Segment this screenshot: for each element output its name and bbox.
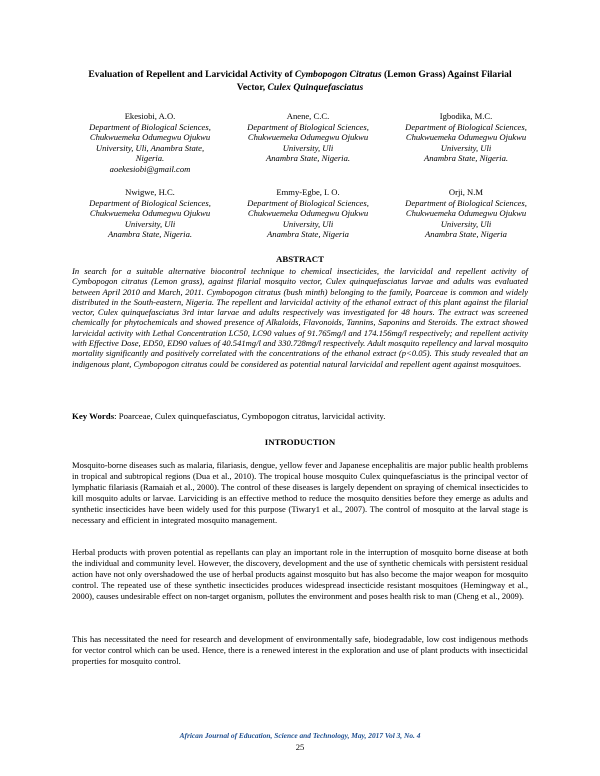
paper-title: [80, 68, 520, 94]
author-affiliation: Chukwuemeka Odumegwu Ojukwu: [247, 208, 369, 219]
author-affiliation: University, Uli: [440, 142, 492, 153]
title-text: Vector,: [236, 82, 268, 93]
title-species: Culex Quinquefasciatus: [267, 82, 364, 93]
author-block: [382, 111, 550, 164]
author-department: Department of Biological Sciences,: [405, 197, 527, 208]
author-affiliation: University, Uli: [440, 218, 492, 229]
title-text: Evaluation of Repellent and Larvicidal Activity of: [88, 69, 295, 80]
author-affiliation: Nigeria.: [135, 153, 165, 164]
author-block: [382, 187, 550, 240]
author-name: Igbodika, M.C.: [439, 111, 493, 121]
keywords-text: : Poarceae, Culex quinquefasciatus, Cymbopogon citratus, larvicidal activity.: [114, 411, 386, 421]
introduction-paragraph: Mosquito-borne diseases such as malaria, filariasis, dengue, yellow fever and Japanese encephalitis are major public health problems in tropical and subtropical regions (Dua et al., 2010). The tropical house mosquito Culex quinquefasciatus is the principal vector of lymphatic filariasis (Ramaiah et al., 2000). The control of these diseases is largely dependent on spraying of chemical insecticides to kill mosquito adults or larvae. Larviciding is an effective method to reduce the mosquito densities before they emerge as adults and synthetic insecticides have been widely used for this purpose (Tiwary1 et al., 2007). The control of mosquito at the larval stage is necessary and efficient in integrated mosquito management.: [72, 460, 528, 525]
author-affiliation: Anambra State, Nigeria.: [423, 153, 509, 164]
author-name: Ekesiobi, A.O.: [124, 111, 176, 121]
keywords-label: Key Words: [72, 411, 115, 421]
author-department: Department of Biological Sciences,: [247, 197, 369, 208]
author-block: [66, 187, 234, 240]
author-affiliation: University, Uli, Anambra State,: [95, 142, 205, 153]
introduction-paragraph: Herbal products with proven potential as repellants can play an important role in the interruption of mosquito borne disease at both the individual and community level. However, the discovery, development and the use of synthetic chemicals with persistent residual action have not only overshadowed the use of herbal products against mosquito but has also become the major weapon for mosquito control. The repeated use of these synthetic insecticides produces widespread insecticide resistant mosquitoes (Hemingway et al., 2000), causes undesirable effect on non-target organism, pollutes the environment and poses health risk to man (Cheng et al., 2009).: [72, 547, 528, 601]
keywords: [72, 411, 528, 422]
abstract-heading: ABSTRACT: [276, 254, 324, 264]
page-number: 25: [295, 742, 305, 752]
title-species: Cymbopogon Citratus: [294, 69, 382, 80]
author-affiliation: Anambra State, Nigeria.: [265, 153, 351, 164]
abstract-text: In search for a suitable alternative biocontrol technique to chemical insecticides, the larvicidal and repellent activity of Cymbopogon citratus (Lemon grass), against filarial mosquito vector, Culex quinquefasciatus larvae and adults was evaluated between April 2010 and March, 2011. Cymbopogon citratus (bush minth) belonging to the family, Poarceae is common and widely distributed in the South-eastern, Nigeria. The repellent and larvicidal activity of the ethanol extract of this plant against the filarial vector, Culex quinquefasciatus 3rd intar larvae and adults respectively was investigated for 48 hours. The extract was screened chemically for phytochemicals and showed presence of Alkaloids, Flavonoids, Tannins, Saponins and Steroids. The extract showed larvicidal activity with Lethal Concentration LC50, LC90 values of 91.765mg/l and 174.156mg/l respectively; and repellent activity with Effective Dose, ED50, ED90 values of 40.541mg/l and 330.728mg/l respectively. Adult mosquito repellency and larval mosquito mortality significantly and positively correlated with the concentrations of the ethanol extract (p<0.05). This study revealed that an indigenous plant, Cymbopogon citratus could be considered as potential natural larvicidal and repellent agent against mosquitoes.: [72, 266, 528, 369]
author-department: Department of Biological Sciences,: [89, 121, 211, 132]
author-affiliation: University, Uli: [282, 142, 334, 153]
author-name: Orji, N.M: [448, 187, 484, 197]
author-affiliation: Chukwuemeka Odumegwu Ojukwu: [89, 132, 211, 143]
author-department: Department of Biological Sciences,: [405, 121, 527, 132]
author-affiliation: Chukwuemeka Odumegwu Ojukwu: [405, 208, 527, 219]
author-affiliation: Anambra State, Nigeria: [267, 229, 349, 240]
author-affiliation: Anambra State, Nigeria: [425, 229, 507, 240]
introduction-paragraph: This has necessitated the need for research and development of environmentally safe, biodegradable, low cost indigenous methods for vector control which can be used. Hence, there is a renewed interest in the exploration and use of plant products with insecticidal properties for mosquito control.: [72, 634, 528, 666]
author-affiliation: Chukwuemeka Odumegwu Ojukwu: [89, 208, 211, 219]
author-affiliation: Chukwuemeka Odumegwu Ojukwu: [247, 132, 369, 143]
author-affiliation: Anambra State, Nigeria.: [107, 229, 193, 240]
author-block: [224, 187, 392, 240]
author-affiliation: Chukwuemeka Odumegwu Ojukwu: [405, 132, 527, 143]
author-name: Nwigwe, H.C.: [125, 187, 175, 197]
author-affiliation: University, Uli: [282, 218, 334, 229]
title-text: (Lemon Grass) Against Filarial: [381, 69, 512, 80]
author-department: Department of Biological Sciences,: [247, 121, 369, 132]
author-name: Anene, C.C.: [286, 111, 330, 121]
journal-footer: African Journal of Education, Science and Technology, May, 2017 Vol 3, No. 4: [179, 731, 421, 740]
introduction-heading: INTRODUCTION: [264, 437, 336, 447]
author-affiliation: University, Uli: [124, 218, 176, 229]
author-block: [66, 111, 234, 175]
author-department: Department of Biological Sciences,: [89, 197, 211, 208]
author-name: Emmy-Egbe, I. O.: [276, 187, 340, 197]
author-email: aoekesiobi@gmail.com: [109, 163, 191, 174]
author-block: [224, 111, 392, 164]
